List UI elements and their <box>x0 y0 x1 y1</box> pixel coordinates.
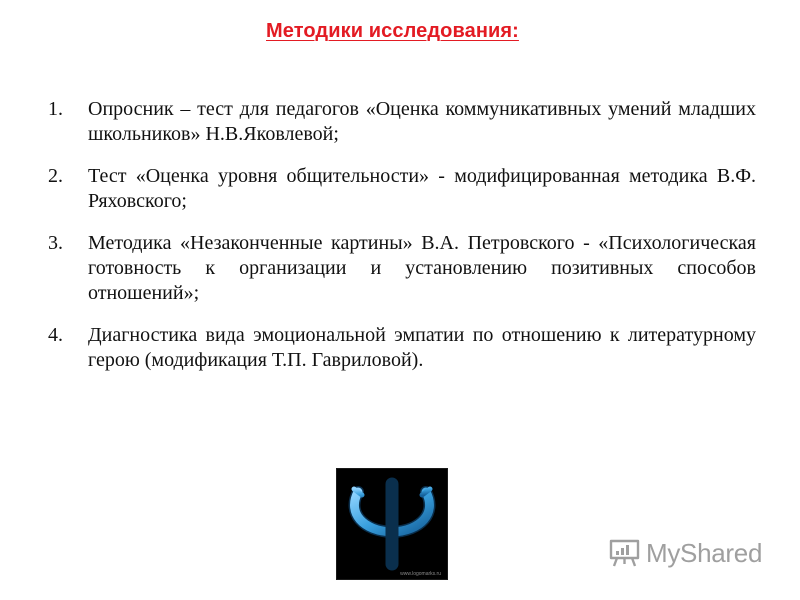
list-item-text: Методика «Незаконченные картины» В.А. Петровского - «Психологическая готовность к организации и установлению позитивных способов отношений»; <box>88 232 756 304</box>
psi-symbol-icon <box>337 469 447 579</box>
psi-symbol-image <box>336 468 448 580</box>
slide-title: Методики исследования: <box>266 20 519 42</box>
list-item-number: 3. <box>48 232 63 254</box>
list-item <box>48 164 756 214</box>
methods-list <box>48 97 756 373</box>
list-item <box>48 231 756 306</box>
list-item-number: 1. <box>48 98 63 120</box>
list-item-number: 4. <box>48 324 63 346</box>
list-item <box>48 97 756 147</box>
presentation-board-icon <box>608 538 642 568</box>
image-credit: www.logomarks.ru <box>400 571 441 577</box>
watermark-text: MyShared <box>646 537 763 568</box>
list-item <box>48 323 756 373</box>
watermark[interactable] <box>608 536 762 570</box>
list-item-text: Опросник – тест для педагогов «Оценка коммуникативных умений младших школьников» Н.В.Яковлевой; <box>88 98 756 145</box>
list-item-text: Диагностика вида эмоциональной эмпатии по отношению к литературному герою (модификация Т.П. Гавриловой). <box>88 324 756 371</box>
list-item-text: Тест «Оценка уровня общительности» - модифицированная методика В.Ф. Ряховского; <box>88 165 756 212</box>
list-item-number: 2. <box>48 165 63 187</box>
